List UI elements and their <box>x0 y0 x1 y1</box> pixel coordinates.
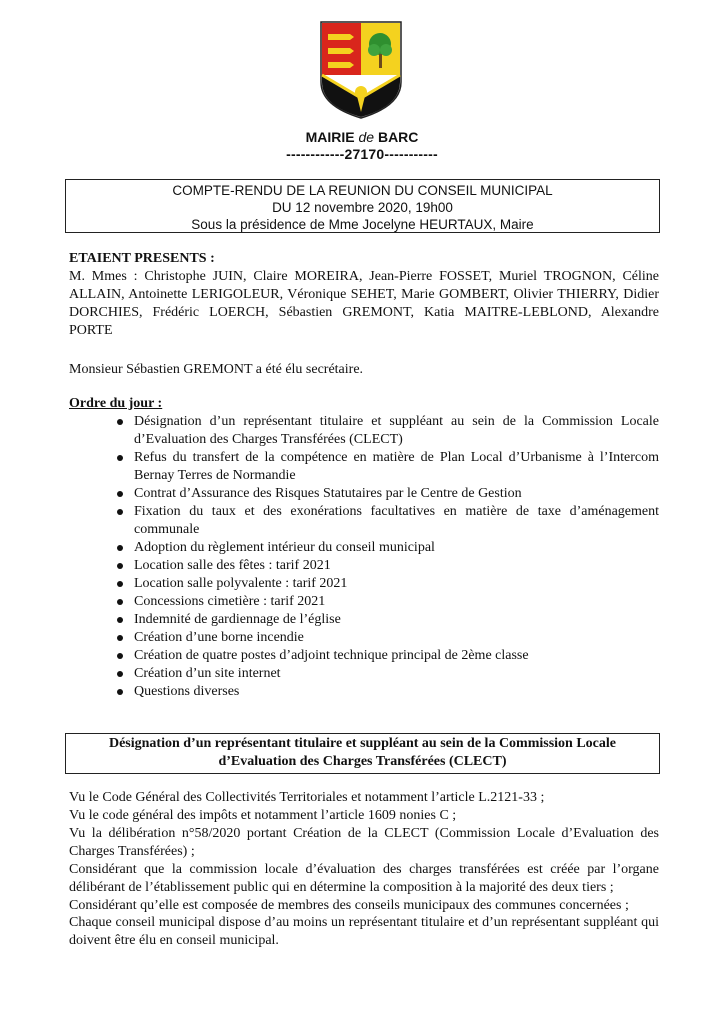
mairie-de: de <box>358 129 375 145</box>
agenda-item: Création d’une borne incendie <box>69 629 659 647</box>
agenda-item: Concessions cimetière : tarif 2021 <box>69 593 659 611</box>
agenda-item: Contrat d’Assurance des Risques Statutaires par le Centre de Gestion <box>69 485 659 503</box>
agenda-list <box>69 413 659 701</box>
agenda-item: Création de quatre postes d’adjoint technique principal de 2ème classe <box>69 647 659 665</box>
agenda-item: Adoption du règlement intérieur du conseil municipal <box>69 539 659 557</box>
meeting-title-line3: Sous la présidence de Mme Jocelyne HEURTAUX, Maire <box>191 217 534 232</box>
section-title-line1: Désignation d’un représentant titulaire et suppléant au sein de la Commission Locale <box>108 736 616 751</box>
agenda-item: Désignation d’un représentant titulaire et suppléant au sein de la Commission Locale d’Evaluation des Charges Transférées (CLECT) <box>69 413 659 449</box>
mairie-prefix: MAIRIE <box>305 129 355 145</box>
consideration-line: Vu le Code Général des Collectivités Territoriales et notamment l’article L.2121-33 ; <box>69 790 545 805</box>
agenda-item: Refus du transfert de la compétence en matière de Plan Local d’Urbanisme à l’Intercom Bernay Terres de Normandie <box>69 449 659 485</box>
agenda-item: Location salle polyvalente : tarif 2021 <box>69 575 659 593</box>
mairie-suffix: BARC <box>377 129 419 145</box>
presents-list: M. Mmes : Christophe JUIN, Claire MOREIRA, Jean-Pierre FOSSET, Muriel TROGNON, Céline ALLAIN, Antoinette LERIGOLEUR, Véronique SEHET, Marie GOMBERT, Olivier THIERRY, Didier DORCHIES, Frédéric LOERCH, Sébastien GREMONT, Katia MAITRE-LEBLOND, Alexandre PORTE <box>69 269 659 338</box>
considerations-section <box>69 789 659 915</box>
presents-heading: ETAIENT PRESENTS : <box>69 251 215 266</box>
agenda-item: Indemnité de gardiennage de l’église <box>69 611 659 629</box>
consideration-line: Considérant que la commission locale d’évaluation des charges transférées est créée par l’organe délibérant de l’établissement public qui en détermine la composition à la majorité des deux tiers ; <box>69 862 659 895</box>
section-title-line2: d’Evaluation des Charges Transférées (CLECT) <box>218 754 507 769</box>
consideration-line: Vu la délibération n°58/2020 portant Création de la CLECT (Commission Locale d’Evaluation des Charges Transférées) ; <box>69 826 659 859</box>
consideration-line: Considérant qu’elle est composée de membres des conseils municipaux des communes concernées ; <box>69 898 629 913</box>
conclusion-paragraph: Chaque conseil municipal dispose d’au moins un représentant titulaire et d’un représentant suppléant qui doivent être élu en conseil municipal. <box>69 915 659 948</box>
postal-code-line: ------------27170----------- <box>286 146 438 162</box>
consideration-line: Vu le code général des impôts et notamment l’article 1609 nonies C ; <box>69 808 457 823</box>
meeting-title-box <box>65 179 660 233</box>
secretary-line: Monsieur Sébastien GREMONT a été élu secrétaire. <box>69 362 364 377</box>
agenda-item: Création d’un site internet <box>69 665 659 683</box>
meeting-title-line2: DU 12 novembre 2020, 19h00 <box>272 200 453 215</box>
agenda-section <box>69 395 659 701</box>
mairie-title <box>0 128 724 146</box>
agenda-item: Fixation du taux et des exonérations facultatives en matière de taxe d’aménagement communale <box>69 503 659 539</box>
agenda-item: Questions diverses <box>69 683 659 701</box>
coat-of-arms-icon <box>318 20 404 120</box>
agenda-item: Location salle des fêtes : tarif 2021 <box>69 557 659 575</box>
meeting-title-line1: COMPTE-RENDU DE LA REUNION DU CONSEIL MUNICIPAL <box>172 183 553 198</box>
agenda-heading: Ordre du jour : <box>69 396 163 411</box>
section-title-box <box>65 733 660 774</box>
presents-section <box>69 250 659 340</box>
